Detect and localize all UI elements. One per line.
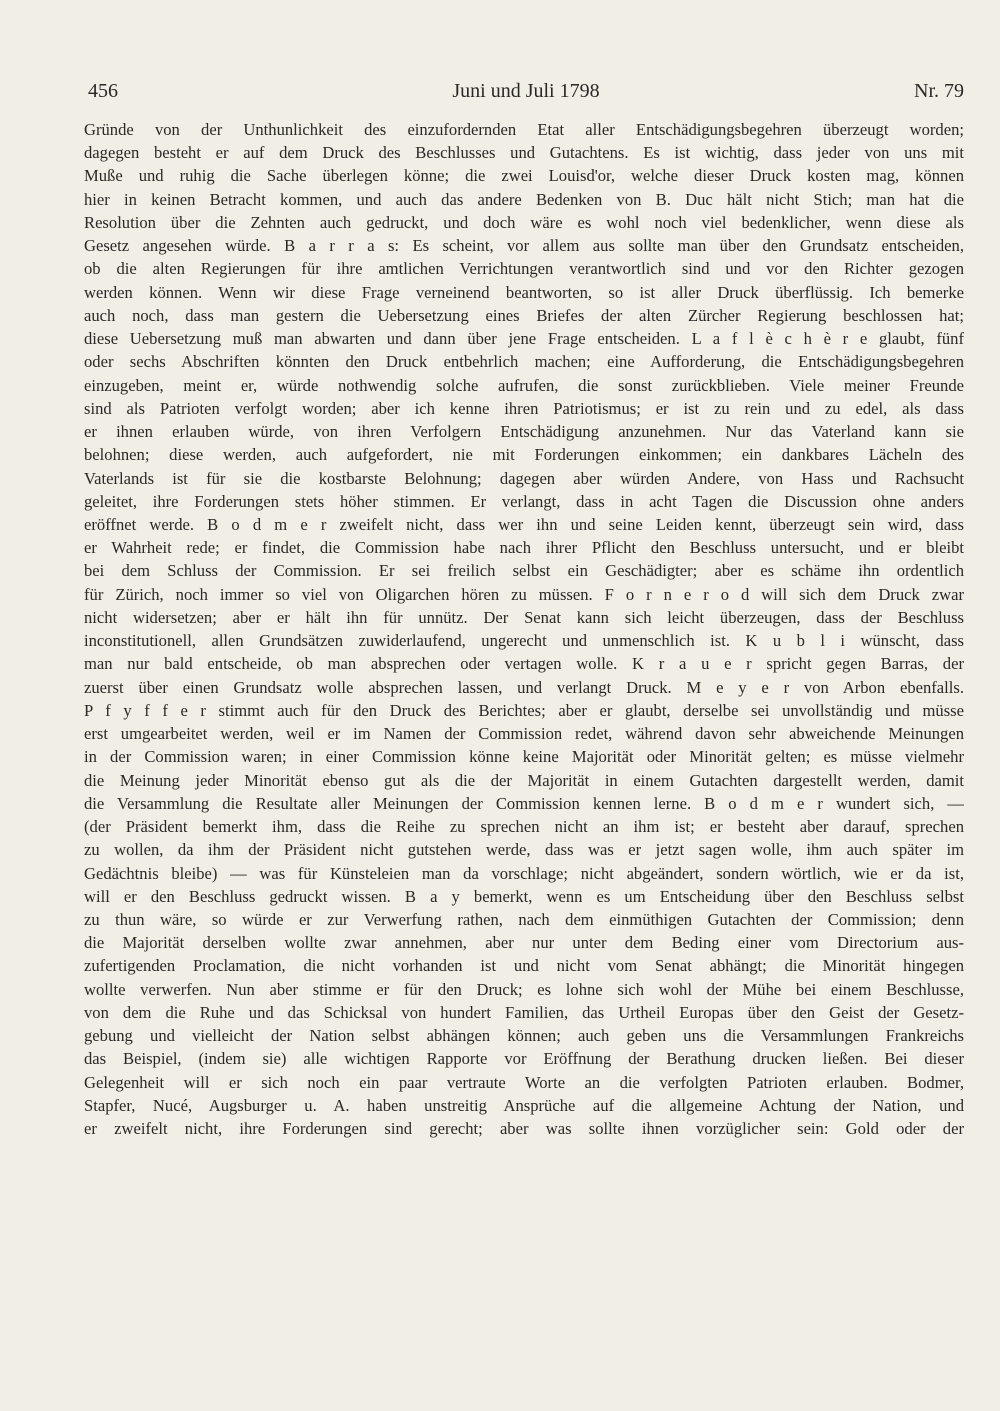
text-line: das Beispiel, (indem sie) alle wichtigen Rapporte vor Eröffnung der Berathung drucken ließen. Bei dieser	[84, 1049, 964, 1069]
text-line: Resolution über die Zehnten auch gedruckt, und doch wäre es wohl noch viel bedenklicher, wenn diese als	[84, 212, 964, 232]
text-line: für Zürich, noch immer so viel von Oligarchen hören zu müssen. F o r n e r o d will sich dem Druck zwar	[84, 584, 964, 604]
text-line: wollte verwerfen. Nun aber stimme er für den Druck; es lohne sich wohl der Mühe bei einem Beschlusse,	[84, 979, 964, 999]
text-line: man nur bald entscheide, ob man absprechen oder vertagen wolle. K r a u e r spricht gegen Barras, der	[84, 654, 964, 674]
text-line: zu thun wäre, so würde er zur Verwerfung rathen, nach dem einmüthigen Gutachten der Commission; denn	[84, 909, 964, 929]
text-line: hier in keinen Betracht kommen, und auch das andere Bedenken von B. Duc hält nicht Stich; man hat die	[84, 189, 964, 209]
text-line: will er den Beschluss gedruckt wissen. B a y bemerkt, wenn es um Entscheidung über den Beschluss selbst	[84, 886, 964, 906]
text-line: gebung und vielleicht der Nation selbst abhängen können; auch geben uns die Versammlungen Frankreichs	[84, 1026, 964, 1046]
text-line: die Meinung jeder Minorität ebenso gut als die der Majorität in einem Gutachten dargestellt werden, damit	[84, 770, 964, 790]
text-line: von dem die Ruhe und das Schicksal von hundert Familien, das Urtheil Europas über den Geist der Gesetz-	[84, 1002, 964, 1022]
text-line: zuerst über einen Grundsatz wolle absprechen lassen, und verlangt Druck. M e y e r von Arbon ebenfalls.	[84, 677, 964, 697]
text-line: bei dem Schluss der Commission. Er sei freilich selbst ein Geschädigter; aber es schäme ihn ordentlich	[84, 561, 964, 581]
text-line: Muße und ruhig die Sache überlegen könne; die zwei Louisd'or, welche dieser Druck kosten mag, können	[84, 166, 964, 186]
text-line: einzugeben, meint er, würde nothwendig solche aufrufen, die sonst zurückblieben. Viele meiner Freunde	[84, 375, 964, 395]
text-line: Gelegenheit will er sich noch ein paar vertraute Worte an die verfolgten Patrioten erlauben. Bodmer,	[84, 1072, 964, 1092]
text-line: zufertigenden Proclamation, die nicht vorhanden ist und nicht vom Senat abhängt; die Minorität hingegen	[84, 956, 964, 976]
text-line: inconstitutionell, allen Grundsätzen zuwiderlaufend, ungerecht und unmenschlich ist. K u b l i wünscht, dass	[84, 631, 964, 651]
text-line: Vaterlands ist für sie die kostbarste Belohnung; dagegen aber würden Andere, von Hass und Rachsucht	[84, 468, 964, 488]
text-line: erst umgearbeitet werden, weil er im Namen der Commission redet, während davon sehr abweichende Meinungen	[84, 724, 964, 744]
text-line: P f y f f e r stimmt auch für den Druck des Berichtes; aber er glaubt, derselbe sei unvollständig und müsse	[84, 700, 964, 720]
text-line: diese Uebersetzung muß man abwarten und dann über jene Frage entscheiden. L a f l è c h è r e glaubt, fünf	[84, 329, 964, 349]
text-line: oder sechs Abschriften könnten den Druck entbehrlich machen; eine Aufforderung, die Entschädigungsbegehren	[84, 352, 964, 372]
text-line: ob die alten Regierungen für ihre amtlichen Verrichtungen verantwortlich sind und vor den Richter gezogen	[84, 259, 964, 279]
body-text	[84, 118, 964, 1140]
text-line: geleitet, ihre Forderungen stets höher stimmen. Er verlangt, dass in acht Tagen die Discussion ohne anders	[84, 491, 964, 511]
text-line: er Wahrheit rede; er findet, die Commission habe nach ihrer Pflicht den Beschluss untersucht, und er bleibt	[84, 538, 964, 558]
text-line: sind als Patrioten verfolgt worden; aber ich kenne ihren Patriotismus; er ist zu rein und zu edel, als dass	[84, 398, 964, 418]
text-line: Gesetz angesehen würde. B a r r a s: Es scheint, vor allem aus sollte man über den Grundsatz entscheiden,	[84, 236, 964, 256]
text-line: (der Präsident bemerkt ihm, dass die Reihe zu sprechen nicht an ihm ist; er besteht aber darauf, sprechen	[84, 817, 964, 837]
text-line: er zweifelt nicht, ihre Forderungen sind gerecht; aber was sollte ihnen vorzüglicher sein: Gold oder der	[84, 1119, 964, 1139]
text-line: dagegen besteht er auf dem Druck des Beschlusses und Gutachtens. Es ist wichtig, dass jeder von uns mit	[84, 143, 964, 163]
text-line: belohnen; diese werden, auch aufgefordert, nie mit Forderungen einkommen; ein dankbares Lächeln des	[84, 445, 964, 465]
text-line: Gedächtnis bleibe) — was für Künsteleien man da vorschlage; nicht abgeändert, sondern wörtlich, wie er da ist,	[84, 863, 964, 883]
text-line: nicht widersetzen; aber er hält ihn für unnütz. Der Senat kann sich leicht überzeugen, dass der Beschluss	[84, 607, 964, 627]
page-number: 456	[88, 80, 118, 102]
text-line: Gründe von der Unthunlichkeit des einzufordernden Etat aller Entschädigungsbegehren überzeugt worden;	[84, 120, 964, 139]
page-header	[88, 80, 964, 110]
text-line: in der Commission waren; in einer Commission könne keine Majorität oder Minorität gelten; es müsse vielmehr	[84, 747, 964, 767]
text-line: Stapfer, Nucé, Augsburger u. A. haben unstreitig Ansprüche auf die allgemeine Achtung der Nation, und	[84, 1095, 964, 1115]
running-title: Juni und Juli 1798	[452, 80, 600, 102]
issue-number: Nr. 79	[914, 80, 964, 102]
text-line: eröffnet werde. B o d m e r zweifelt nicht, dass wer ihn und seine Leiden kennt, überzeugt sein wird, dass	[84, 514, 964, 534]
text-line: werden können. Wenn wir diese Frage verneinend beantworten, so ist aller Druck überflüssig. Ich bemerke	[84, 282, 964, 302]
text-line: zu wollen, da ihm der Präsident nicht gutstehen werde, dass was er jetzt sagen wolle, ihm auch später im	[84, 840, 964, 860]
text-line: die Majorität derselben wollte zwar annehmen, aber nur unter dem Beding einer vom Directorium aus-	[84, 933, 964, 953]
text-line: auch noch, dass man gestern die Uebersetzung eines Briefes der alten Zürcher Regierung beschlossen hat;	[84, 305, 964, 325]
text-line: er ihnen erlauben würde, von ihren Verfolgern Entschädigung anzunehmen. Nur das Vaterland kann sie	[84, 422, 964, 442]
text-line: die Versammlung die Resultate aller Meinungen der Commission kennen lerne. B o d m e r wundert sich, —	[84, 793, 964, 813]
